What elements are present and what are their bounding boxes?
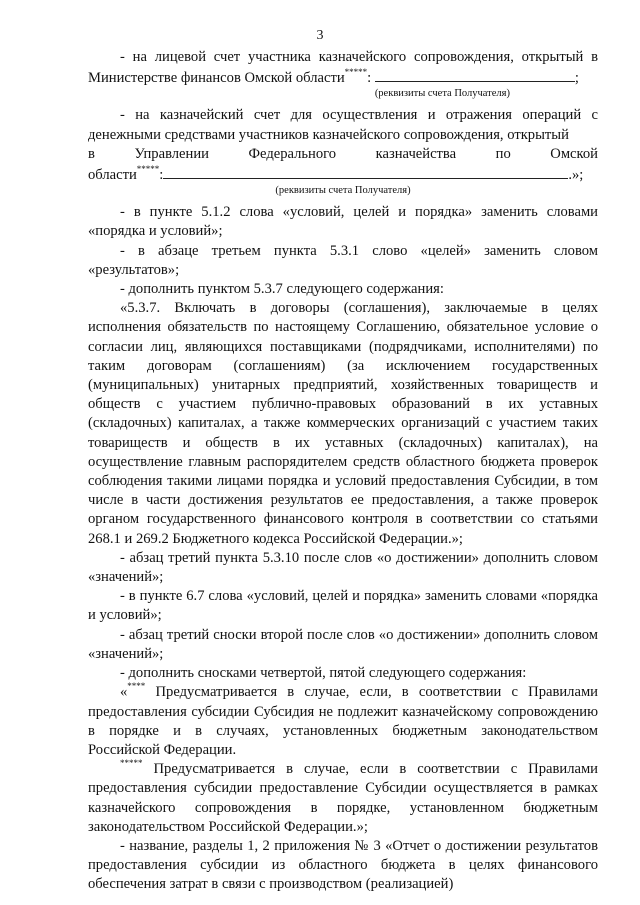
- treasury-account-paragraph: [88, 48, 598, 88]
- footnote-five: [88, 760, 598, 837]
- account-details-caption: (реквизиты счета Получателя): [374, 88, 510, 100]
- account-details-caption: (реквизиты счета Получателя): [275, 185, 411, 197]
- footnote-mark: ****: [127, 681, 146, 692]
- spread-words-line: [88, 145, 598, 164]
- amendment-paragraph: - в пункте 5.1.2 слова «условий, целей и порядка» заменить словами «порядка и условий»;: [88, 204, 598, 240]
- region-word: области: [88, 167, 137, 184]
- amendment-paragraph: - в пункте 6.7 слова «условий, целей и порядка» заменить словами «порядка и условий»;: [88, 588, 598, 624]
- paragraph-end: .»;: [568, 167, 584, 184]
- amendment-paragraph: - в абзаце третьем пункта 5.3.1 слово «целей» заменить словом «результатов»;: [88, 242, 598, 278]
- amendment-paragraph: - дополнить пунктом 5.3.7 следующего содержания:: [120, 281, 444, 298]
- footnote-text: Предусматривается в случае, если в соответствии с Правилами предоставления субсидии предоставление Субсидии осуществляется в рамках казначейского сопровождения в порядке, установленном бюджетным законодательством Российской Федерации.»;: [88, 761, 598, 835]
- word: по: [495, 145, 511, 162]
- account-details-blank: [375, 67, 575, 82]
- footnote-mark: *****: [136, 164, 160, 175]
- clause-5-3-7: «5.3.7. Включать в договоры (соглашения), заключаемые в целях исполнения обязательств по настоящему Соглашению, обязательное условие о согласии лиц, являющихся поставщиками (подрядчиками, исполнителями) по таким договорам (соглашениям) (за исключением государственных (муниципальных) унитарных предприятий, хозяйственных товариществ и обществ с участием публично-правовых образований в их уставных (складочных) капиталах, а также коммерческих организаций с участием таких товариществ и обществ в их уставных (складочных) капиталах), на осуществление главным распорядителем средств областного бюджета проверок соблюдения такими лицами порядка и условий предоставления Субсидии, в том числе в части достижения результатов ее предоставления, а также проверок органом государственного финансового контроля в соответствии со статьями 268.1 и 269.2 Бюджетного кодекса Российской Федерации.»;: [88, 300, 598, 547]
- word: Омской: [550, 145, 598, 162]
- footnote-mark: *****: [120, 758, 143, 769]
- paragraph-end: ;: [574, 70, 579, 87]
- colon: :: [367, 70, 372, 87]
- amendment-paragraph: - дополнить сносками четвертой, пятой следующего содержания:: [120, 665, 527, 682]
- word: в: [88, 145, 95, 162]
- region-line: [88, 164, 598, 185]
- footnote-text: Предусматривается в случае, если, в соответствии с Правилами предоставления субсидии Субсидия не подлежит казначейскому сопровождению в порядке и в случаях, установленных бюджетным законодательством Российской Федерации.: [88, 684, 598, 758]
- colon: :: [159, 167, 164, 184]
- word: Управлении: [134, 145, 209, 162]
- account-details-blank: [163, 164, 568, 179]
- treasury-account-text: - на лицевой счет участника казначейского сопровождения, открытый в Министерстве финансов Омской области: [88, 49, 598, 87]
- document-body: [88, 48, 598, 895]
- amendment-paragraph: - абзац третий сноски второй после слов «о достижении» дополнить словом «значений»;: [88, 626, 598, 662]
- footnote-mark: *****: [344, 67, 368, 78]
- word: казначейства: [375, 145, 457, 162]
- open-quote: «: [120, 684, 128, 701]
- treasury-single-account-paragraph: - на казначейский счет для осуществления и отражения операций с денежными средствами участников казначейского сопровождения, открытый: [88, 107, 598, 143]
- final-paragraph: - название, разделы 1, 2 приложения № 3 «Отчет о достижении результатов предоставления субсидии из областного бюджета в целях финансового обеспечения затрат в связи с производством (реализацией): [88, 837, 598, 893]
- footnote-four: [88, 683, 598, 760]
- word: Федерального: [248, 145, 337, 162]
- page-number: 3: [316, 28, 324, 43]
- amendment-paragraph: - абзац третий пункта 5.3.10 после слов «о достижении» дополнить словом «значений»;: [88, 549, 598, 586]
